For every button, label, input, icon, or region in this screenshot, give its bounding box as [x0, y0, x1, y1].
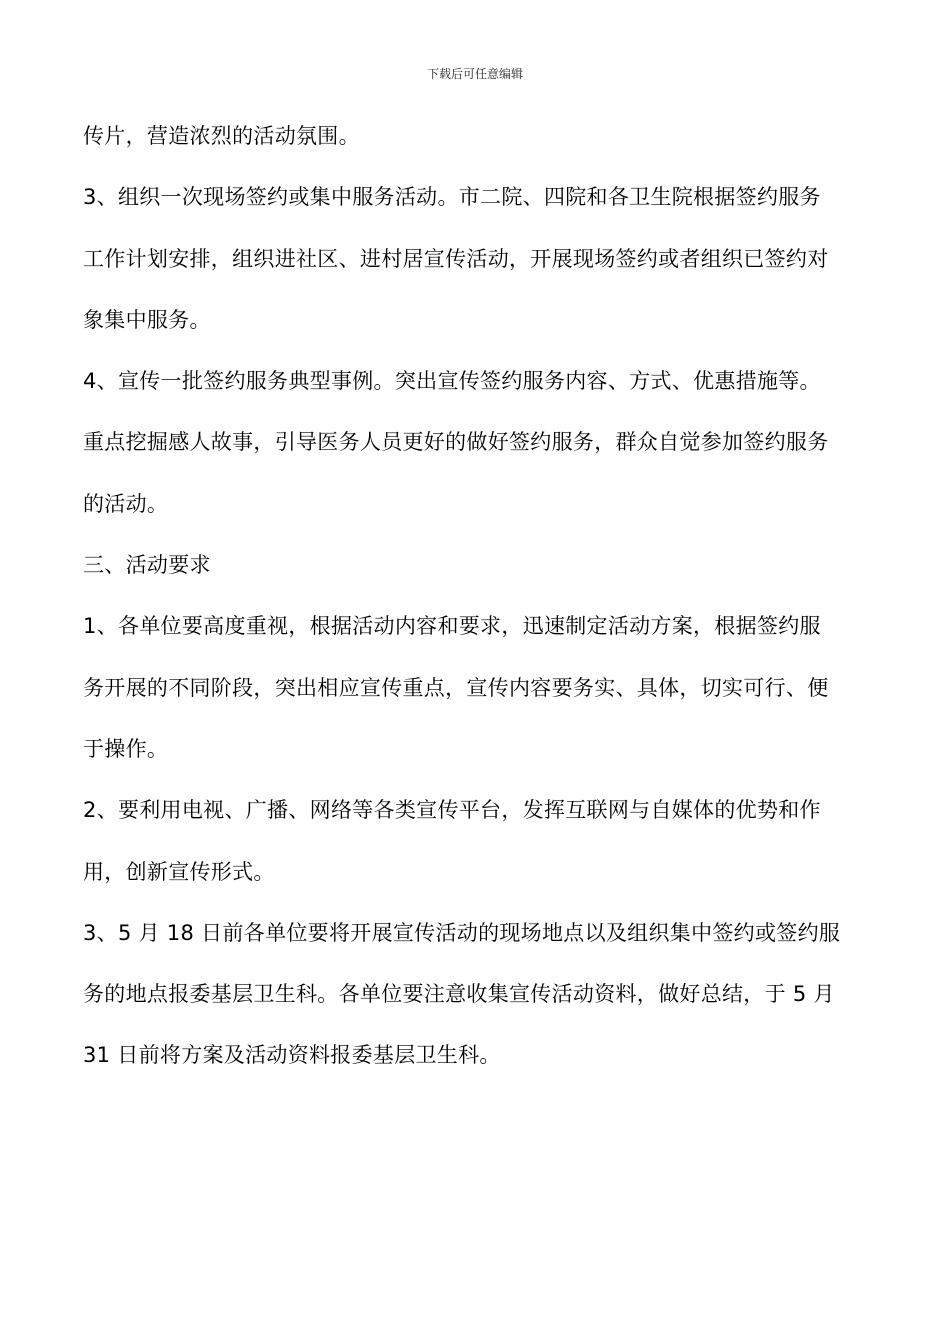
- text-line: 务的地点报委基层卫生科。各单位要注意收集宣传活动资料，做好总结，于 5 月: [83, 982, 835, 1007]
- page-header: 下载后可任意编辑: [426, 67, 523, 81]
- text-line: 象集中服务。: [83, 307, 211, 332]
- text-line: 工作计划安排，组织进社区、进村居宣传活动，开展现场签约或者组织已签约对: [83, 246, 829, 271]
- document-body: [83, 118, 873, 1099]
- text-line: 3、组织一次现场签约或集中服务活动。市二院、四院和各卫生院根据签约服务: [83, 185, 821, 210]
- text-line: 3、5 月 18 日前各单位要将开展宣传活动的现场地点以及组织集中签约或签约服: [83, 920, 841, 945]
- text-line: 4、宣传一批签约服务典型事例。突出宣传签约服务内容、方式、优惠措施等。: [83, 369, 821, 394]
- section-heading: 三、活动要求: [83, 553, 211, 578]
- text-line: 31 日前将方案及活动资料报委基层卫生科。: [83, 1043, 501, 1068]
- text-line: 于操作。: [83, 736, 169, 761]
- text-line: 1、各单位要高度重视，根据活动内容和要求，迅速制定活动方案，根据签约服: [83, 614, 821, 639]
- text-line: 2、要利用电视、广播、网络等各类宣传平台，发挥互联网与自媒体的优势和作: [83, 798, 821, 823]
- text-line: 传片，营造浓烈的活动氛围。: [83, 124, 360, 148]
- text-line: 的活动。: [83, 491, 169, 516]
- text-line: 务开展的不同阶段，突出相应宣传重点，宣传内容要务实、具体，切实可行、便: [83, 675, 829, 700]
- text-line: 重点挖掘感人故事，引导医务人员更好的做好签约服务，群众自觉参加签约服务: [83, 430, 829, 455]
- text-line: 用，创新宣传形式。: [83, 859, 275, 884]
